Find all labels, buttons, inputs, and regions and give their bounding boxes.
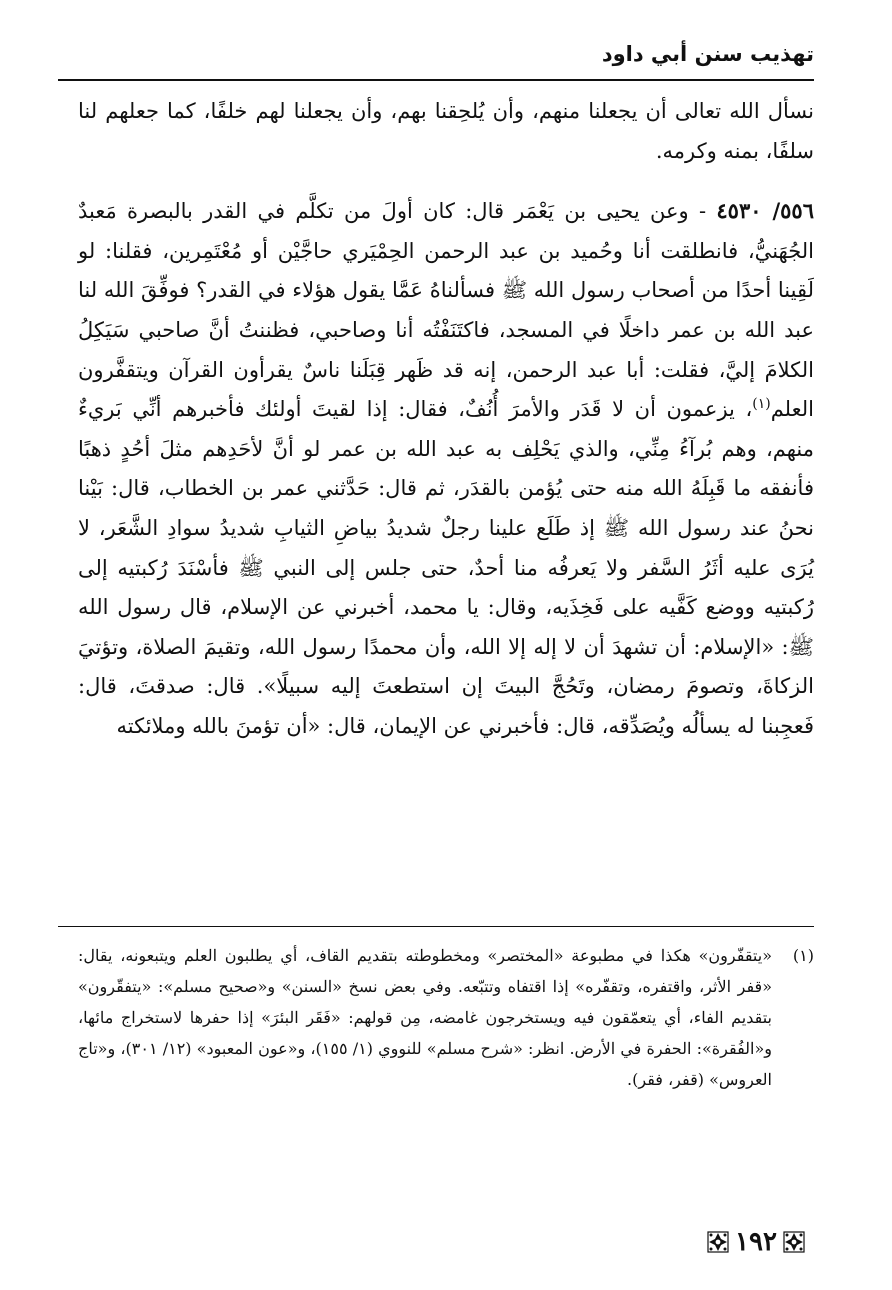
footnotes-block xyxy=(78,940,814,1095)
hadith-text-part-1: - وعن يحيى بن يَعْمَر قال: كان أولَ من تكلَّم في القدر بالبصرة مَعبدٌ الجُهَنيُّ، فانطلقت أنا وحُميد بن عبد الرحمن الحِمْيَري حاجَّيْن أو مُعْتَمِرين، فقلنا: لو لَقِينا أحدًا من أصحاب رسول الله ﷺ فسألناهُ عَمَّا يقول هؤلاء في القدر؟ فوفِّقَ الله لنا عبد الله بن عمر داخلًا في المسجد، فاكتَنَفْتُه أنا وصاحبي، فظننتُ أنَّ صاحبي سَيَكِلُ الكلامَ إليَّ، فقلت: أبا عبد الرحمن، إنه قد ظَهر قِبَلَنا ناسٌ يقرأون القرآن ويتقفَّرون العلم xyxy=(78,199,814,422)
footnote-divider xyxy=(58,926,814,927)
page-number-footer xyxy=(700,1226,812,1258)
page-number: ١٩٢ xyxy=(735,1227,777,1257)
closing-prayer-paragraph: نسأل الله تعالى أن يجعلنا منهم، وأن يُلحِقنا بهم، وأن يجعلنا لهم خلفًا، كما جعلهم لنا سلفًا، بمنه وكرمه. xyxy=(78,99,814,163)
footnote-marker: (١) xyxy=(792,946,814,965)
hadith-text-part-2: ، يزعمون أن لا قَدَر والأمرَ أُنُفٌ، فقال: إذا لقيتَ أولئك فأخبرهم أنِّي بَريءٌ منهم، وهم بُرآءُ مِنِّي، والذي يَحْلِف به عبد الله بن عمر لو أنَّ لأحَدِهم مثلَ أحُدٍ ذهبًا فأنفقه ما قَبِلَهُ الله منه حتى يُؤمن بالقدَر، ثم قال: حَدَّثني عمر بن الخطاب، قال: بَيْنا نحنُ عند رسول الله ﷺ إذ طَلَع علينا رجلٌ شديدُ بياضِ الثيابِ شديدُ سوادِ الشَّعَر، لا يُرَى عليه أثَرُ السَّفر ولا يَعرفُه منا أحدٌ، حتى جلس إلى النبي ﷺ فأسْنَدَ رُكبتيه إلى رُكبتيه ووضع كَفَّيه على فَخِذَيه، وقال: يا محمد، أخبرني عن الإسلام، قال رسول الله ﷺ: «الإسلام: أن تشهدَ أن لا إله إلا الله، وأن محمدًا رسول الله، وتقيمَ الصلاة، وتؤتيَ الزكاةَ، وتصومَ رمضان، وتَحُجَّ البيتَ إن استطعتَ إليه سبيلًا». قال: صدقتَ، قال: فَعجِبنا له يسألُه ويُصَدِّقه، قال: فأخبرني عن الإيمان، قال: «أن تؤمنَ بالله وملائكته xyxy=(78,397,814,738)
hadith-number: ٥٥٦/ ٤٥٣٠ xyxy=(716,198,814,224)
footnote-reference[interactable]: (١) xyxy=(752,396,771,413)
header-divider xyxy=(58,79,814,81)
floral-ornament-icon xyxy=(783,1231,805,1253)
floral-ornament-icon xyxy=(707,1231,729,1253)
footnote-text: «يتقفّرون» هكذا في مطبوعة «المختصر» ومخطوطته بتقديم القاف، أي يطلبون العلم ويتبعونه، يقال: «قفر الأثر، واقتفره، وتقفّره» إذا اقتفاه وتتبّعه. وفي بعض نسخ «السنن» و«صحيح مسلم»: «يتفقّرون» بتقديم الفاء، أي يتعمّقون فيه ويستخرجون غامضه، مِن قولهم: «فَقَر البئرَ» إذا حفرها لاستخراج مائها، و«الفُقرة»: الحفرة في الأرض. انظر: «شرح مسلم» للنووي (١/ ١٥٥)، و«عون المعبود» (١٢/ ٣٠١)، و«تاج العروس» (قفر، فقر). xyxy=(78,946,773,1089)
main-text-block xyxy=(78,92,814,747)
hadith-paragraph xyxy=(78,191,814,746)
running-header-title: تهذيب سنن أبي داود xyxy=(601,42,814,66)
